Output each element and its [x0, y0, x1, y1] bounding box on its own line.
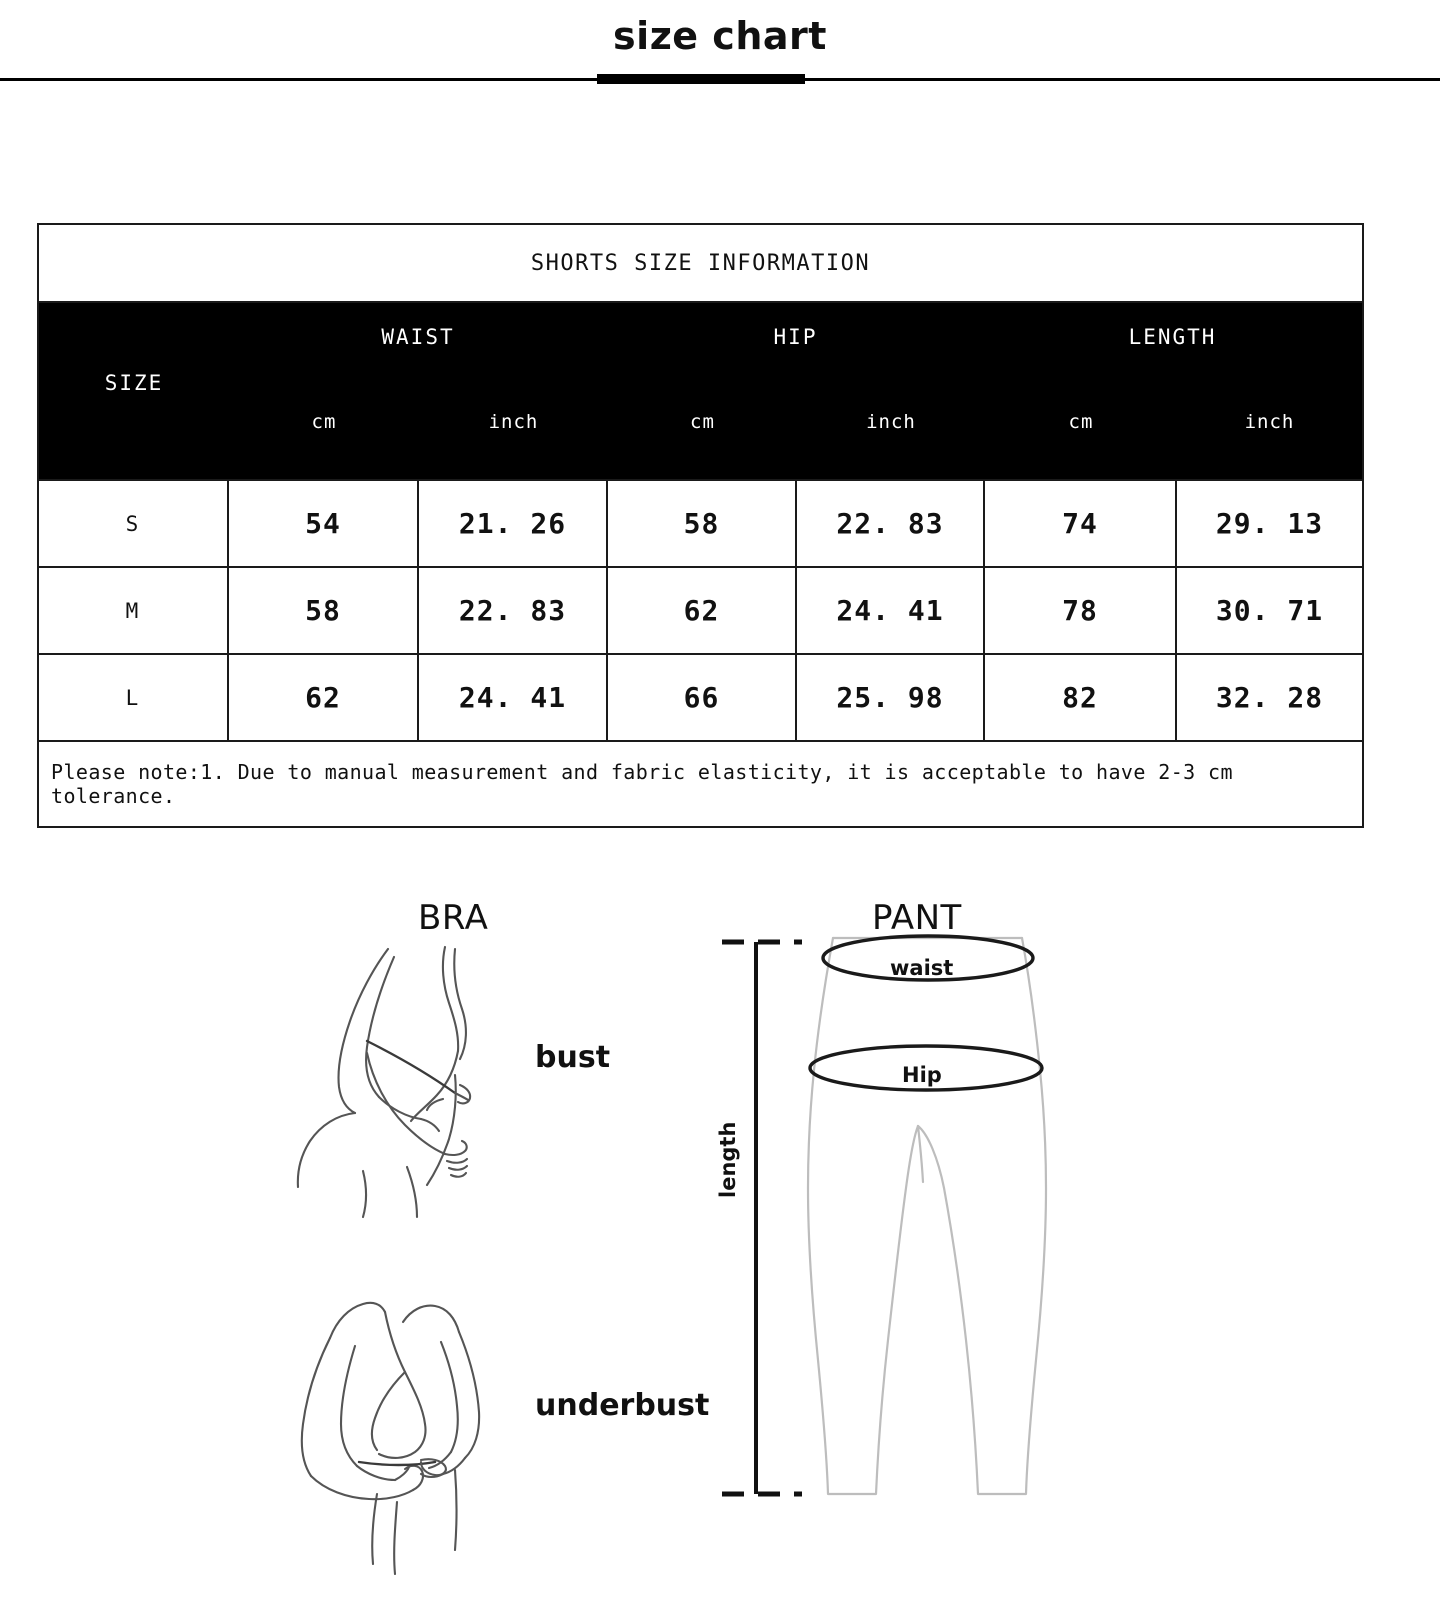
cell-waist-inch: 24. 41 — [419, 655, 608, 740]
table-row — [39, 568, 1362, 655]
column-header-hip-cm: cm — [690, 411, 715, 433]
cell-hip-cm: 58 — [608, 481, 797, 566]
cell-length-inch: 29. 13 — [1215, 507, 1324, 540]
column-header-size: SIZE — [104, 371, 164, 395]
underbust-measurement-illustration — [255, 1280, 585, 1600]
leggings-outline — [808, 938, 1046, 1494]
column-header-waist-cm: cm — [311, 411, 337, 433]
column-group-length: LENGTH — [1128, 325, 1217, 349]
title-divider — [0, 74, 1440, 84]
cell-size: S — [39, 481, 229, 566]
waist-label: waist — [890, 956, 954, 980]
cell-waist-inch: 21. 26 — [419, 481, 608, 566]
cell-hip-cm: 66 — [608, 655, 797, 740]
cell-waist-cm: 62 — [229, 655, 419, 740]
page-title-block — [0, 12, 1440, 60]
column-group-hip: HIP — [773, 325, 818, 349]
cell-hip-inch: 25. 98 — [797, 655, 985, 740]
cell-length-cm: 78 — [985, 568, 1177, 653]
cell-waist-cm: 54 — [229, 481, 419, 566]
table-row — [39, 481, 1362, 568]
underbust-label: underbust — [535, 1388, 710, 1423]
cell-hip-inch: 22. 83 — [797, 481, 985, 566]
cell-size: L — [39, 655, 229, 740]
bust-measurement-illustration — [255, 935, 585, 1235]
table-caption: SHORTS SIZE INFORMATION — [39, 225, 1362, 303]
bra-heading: BRA — [418, 898, 489, 938]
column-group-waist: WAIST — [381, 325, 455, 349]
page-title: size chart — [613, 14, 827, 58]
cell-size: M — [39, 568, 229, 653]
column-header-waist-inch: inch — [488, 411, 539, 433]
cell-length-cm: 82 — [985, 655, 1177, 740]
title-divider-thick-accent — [597, 74, 805, 84]
pant-heading: PANT — [872, 898, 962, 938]
pant-measurement-illustration — [720, 920, 1080, 1580]
column-header-length-inch: inch — [1244, 411, 1295, 433]
cell-waist-inch: 22. 83 — [419, 568, 608, 653]
cell-length-cm: 74 — [985, 481, 1177, 566]
table-row — [39, 655, 1362, 742]
column-header-hip-inch: inch — [866, 411, 916, 433]
cell-hip-inch: 24. 41 — [797, 568, 985, 653]
cell-waist-cm: 58 — [229, 568, 419, 653]
measurement-illustrations — [0, 880, 1440, 1610]
cell-hip-cm: 62 — [608, 568, 797, 653]
cell-length-inch: 32. 28 — [1215, 681, 1324, 714]
hip-label: Hip — [902, 1063, 942, 1087]
size-chart-table — [37, 223, 1364, 828]
table-header-band — [39, 303, 1362, 481]
table-note: Please note:1. Due to manual measurement and fabric elasticity, it is acceptable to have 2-3 cm tolerance. — [39, 742, 1362, 826]
column-header-length-cm: cm — [1068, 411, 1094, 433]
length-dimension-line — [722, 942, 802, 1494]
length-label: length — [716, 1121, 740, 1198]
cell-length-inch: 30. 71 — [1215, 594, 1324, 627]
bust-label: bust — [535, 1040, 611, 1075]
